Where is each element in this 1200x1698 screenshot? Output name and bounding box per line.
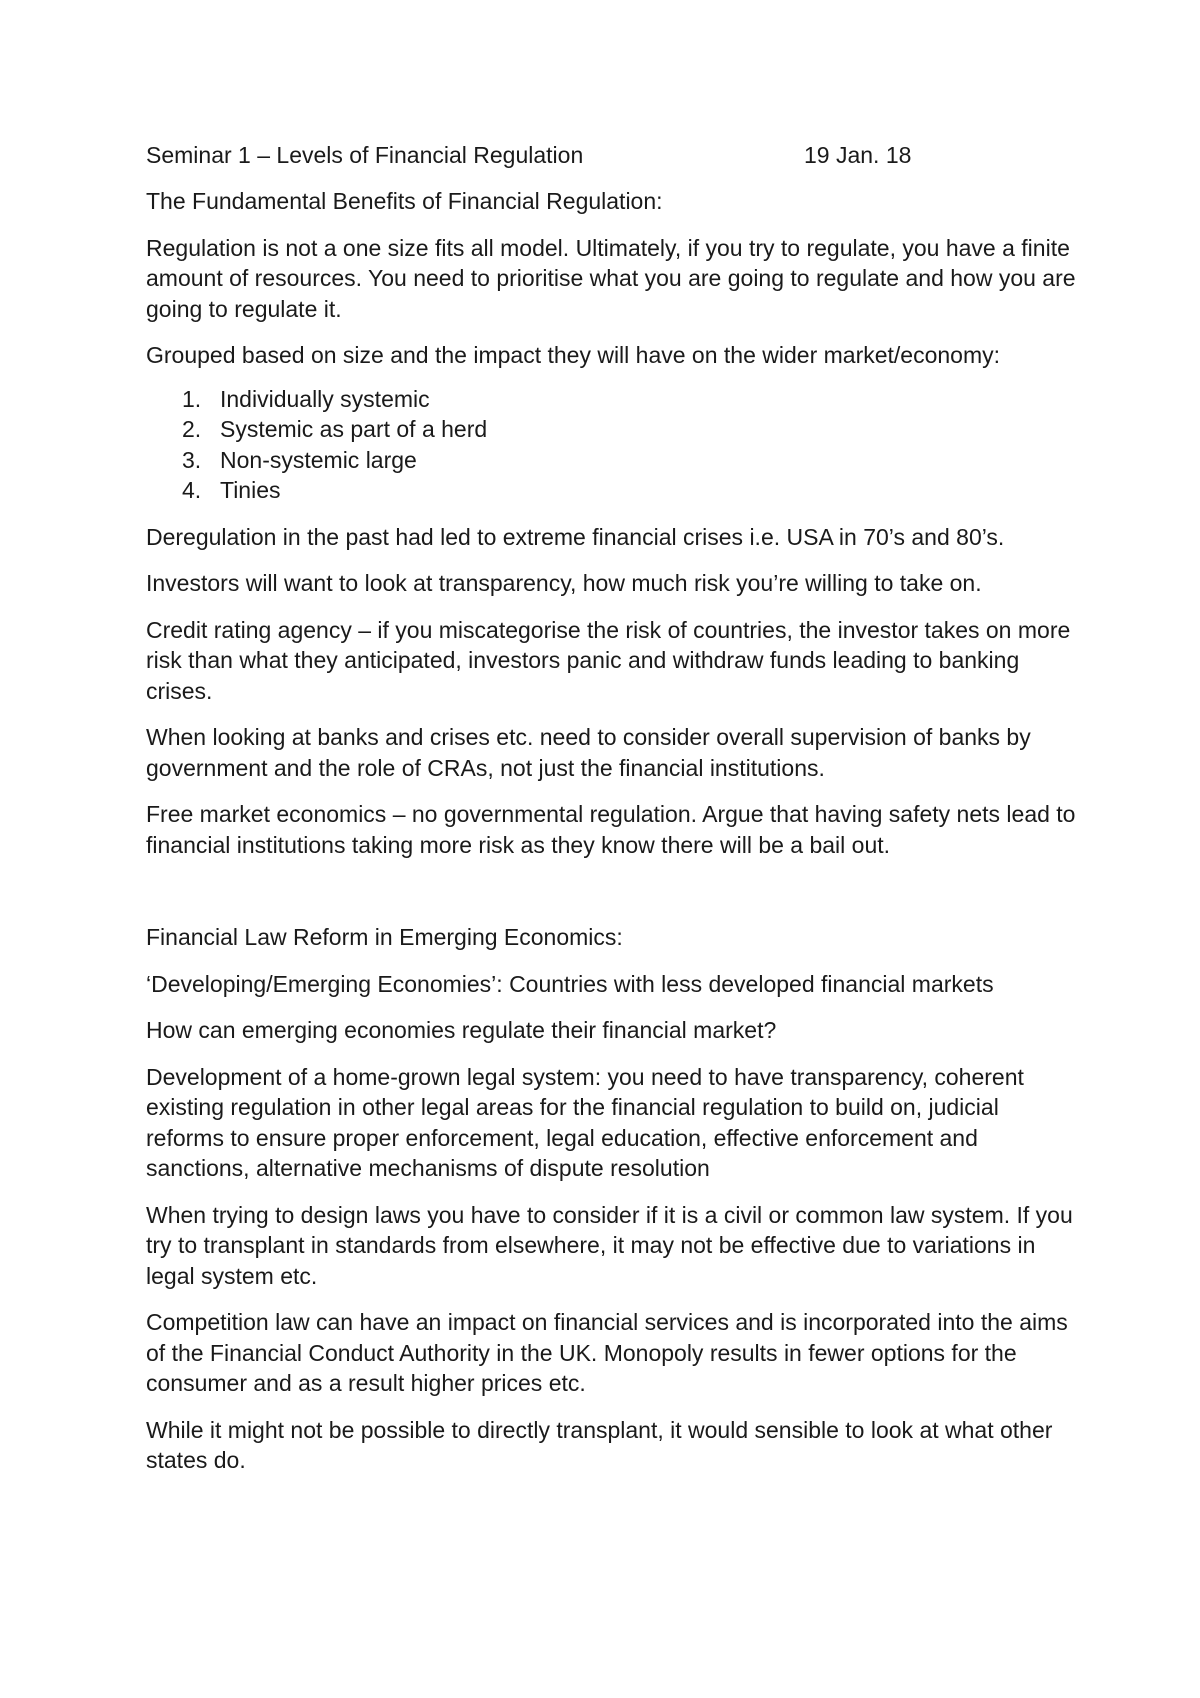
paragraph: When looking at banks and crises etc. need to consider overall supervision of banks by government and the role of CRAs, not just the financial institutions.: [146, 724, 1031, 781]
paragraph: Competition law can have an impact on financial services and is incorporated into the aims of the Financial Conduct Authority in the UK. Monopoly results in fewer options for the consumer and as a result higher prices etc.: [146, 1309, 1068, 1396]
section-heading-benefits: The Fundamental Benefits of Financial Regulation:: [146, 188, 663, 214]
document-date: 19 Jan. 18: [804, 142, 912, 168]
paragraph: While it might not be possible to directly transplant, it would sensible to look at what other states do.: [146, 1416, 1053, 1473]
list-item-text: Tinies: [220, 477, 281, 503]
list-item: [146, 414, 1076, 445]
paragraph: Credit rating agency – if you miscategorise the risk of countries, the investor takes on more risk than what they anticipated, investors panic and withdraw funds leading to banking crises.: [146, 616, 1071, 704]
list-number: 1.: [182, 385, 202, 412]
section-spacer: [146, 876, 1076, 922]
section-heading-reform: Financial Law Reform in Emerging Economics:: [146, 924, 623, 950]
paragraph: Grouped based on size and the impact they will have on the wider market/economy:: [146, 342, 1001, 368]
list-item-text: Systemic as part of a herd: [220, 416, 488, 442]
list-number: 2.: [182, 416, 202, 442]
paragraph: Deregulation in the past had led to extreme financial crises i.e. USA in 70’s and 80’s.: [146, 523, 1005, 550]
document-page: [146, 140, 1076, 1492]
paragraph: Free market economics – no governmental regulation. Argue that having safety nets lead to financial institutions taking more risk as they know there will be a bail out.: [146, 801, 1076, 858]
paragraph: How can emerging economies regulate their financial market?: [146, 1017, 777, 1043]
paragraph: ‘Developing/Emerging Economies’: Countries with less developed financial markets: [146, 970, 994, 997]
numbered-list: [146, 384, 1076, 506]
list-number: 3.: [182, 446, 202, 473]
document-title: Seminar 1 – Levels of Financial Regulation: [146, 142, 584, 168]
paragraph: Regulation is not a one size fits all model. Ultimately, if you try to regulate, you have a finite amount of resources. You need to prioritise what you are going to regulate and how you are going to regulate it.: [146, 234, 1076, 322]
paragraph: Development of a home-grown legal system: you need to have transparency, coherent existing regulation in other legal areas for the financial regulation to build on, judicial reforms to ensure proper enforcement, legal education, effective enforcement and sanctions, alternative mechanisms of dispute resolution: [146, 1063, 1024, 1181]
list-number: 4.: [182, 477, 202, 503]
list-item-text: Non-systemic large: [220, 446, 417, 473]
list-item: [146, 384, 1076, 415]
paragraph: Investors will want to look at transparency, how much risk you’re willing to take on.: [146, 570, 982, 596]
list-item: [146, 475, 1076, 506]
title-row: [146, 140, 1076, 170]
list-item-text: Individually systemic: [220, 385, 430, 412]
paragraph: When trying to design laws you have to consider if it is a civil or common law system. If you try to transplant in standards from elsewhere, it may not be effective due to variations in legal system etc.: [146, 1201, 1073, 1289]
list-item: [146, 445, 1076, 476]
